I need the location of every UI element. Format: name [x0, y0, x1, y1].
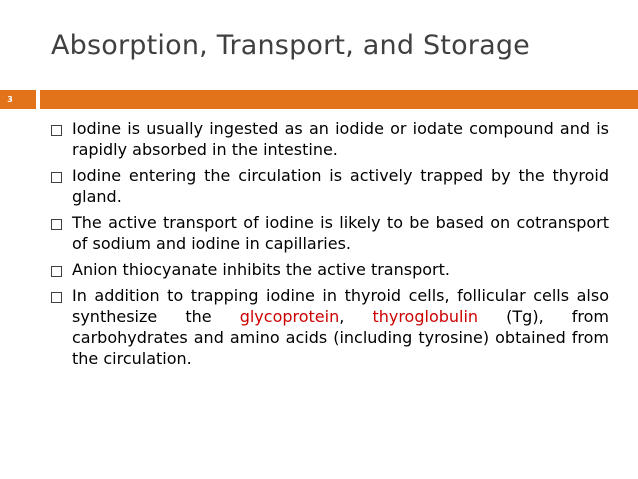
bullet-text-part: In addition to trapping iodine in thyroid cells, follicular cells also synthesize the	[72, 286, 609, 326]
slide-title: Absorption, Transport, and Storage	[51, 30, 530, 61]
bullet-text: Iodine entering the circulation is actively trapped by the thyroid gland.	[72, 166, 609, 206]
bullet-text-part: ,	[339, 307, 373, 326]
bullet-text-part: (Tg), from carbohydrates and amino acids (including tyrosine) obtained from the circulation.	[72, 307, 610, 368]
list-item	[49, 285, 609, 369]
bullet-text: The active transport of iodine is likely to be based on cotransport of sodium and iodine in capillaries.	[72, 213, 609, 253]
slide-number: 3	[7, 95, 13, 104]
square-bullet-icon	[51, 125, 62, 136]
square-bullet-icon	[51, 266, 62, 277]
square-bullet-icon	[51, 172, 62, 183]
bullet-list	[49, 118, 609, 374]
bullet-text: Anion thiocyanate inhibits the active transport.	[72, 260, 450, 279]
bullet-text: Iodine is usually ingested as an iodide or iodate compound and is rapidly absorbed in the intestine.	[72, 119, 609, 159]
list-item	[49, 165, 609, 207]
highlighted-term-glycoprotein: glycoprotein	[239, 307, 340, 326]
list-item	[49, 118, 609, 160]
bullet-text	[72, 285, 609, 369]
highlighted-term-thyroglobulin: thyroglobulin	[372, 307, 479, 326]
square-bullet-icon	[51, 292, 62, 303]
list-item	[49, 259, 609, 280]
title-underline-bar	[40, 90, 638, 109]
square-bullet-icon	[51, 219, 62, 230]
list-item	[49, 212, 609, 254]
